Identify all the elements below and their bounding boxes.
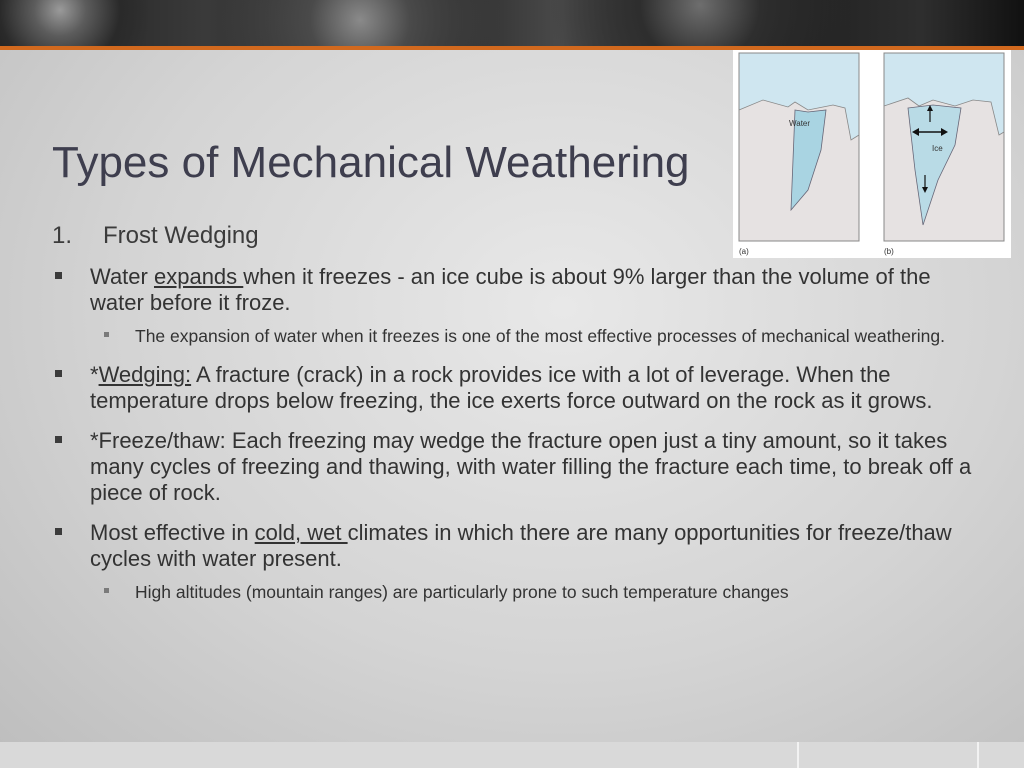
- item-number: 1.: [52, 222, 73, 249]
- figure-caption-a: (a): [739, 247, 749, 256]
- square-bullet-icon: [55, 528, 62, 535]
- bullet-text: climates in which there are many opportunities for freeze/thaw cycles with water present.: [90, 520, 952, 571]
- square-bullet-icon: [55, 272, 62, 279]
- bullet-item: [52, 264, 982, 316]
- sub-bullet-item: [52, 582, 982, 602]
- sub-bullet-item: [52, 326, 982, 346]
- bullet-item: [52, 520, 982, 572]
- bullet-text: *Freeze/thaw: Each freezing may wedge the fracture open just a tiny amount, so it takes many cycles of freezing and thawing, with water filling the fracture each time, to break off a piece of rock.: [90, 428, 972, 505]
- header-banner: [0, 0, 1024, 46]
- bullet-text: Most effective in: [90, 520, 255, 545]
- square-bullet-icon: [55, 370, 62, 377]
- bullet-text: when it freezes - an ice cube is about 9% larger than the volume of the water before it froze.: [90, 264, 931, 315]
- bullet-text: *: [90, 362, 99, 387]
- underlined-term: expands: [153, 264, 244, 289]
- footer-divider: [977, 742, 979, 768]
- bullet-text: Water: [90, 264, 154, 289]
- slide-title: Types of Mechanical Weathering: [52, 138, 690, 187]
- bullet-list: [52, 264, 982, 602]
- square-bullet-icon: [104, 332, 109, 337]
- underlined-term: cold, wet: [254, 520, 348, 545]
- footer-bar: [0, 742, 1024, 768]
- bullet-text: A fracture (crack) in a rock provides ice with a lot of leverage. When the temperature drops below freezing, the ice exerts force outward on the rock as it grows.: [90, 362, 933, 413]
- ice-label: Ice: [932, 144, 943, 153]
- slide-body: [52, 222, 982, 618]
- figure-caption-b: (b): [884, 247, 894, 256]
- numbered-heading: [52, 222, 982, 250]
- square-bullet-icon: [55, 436, 62, 443]
- underlined-term: Wedging:: [98, 362, 192, 387]
- bullet-item: [52, 362, 982, 414]
- bullet-text: High altitudes (mountain ranges) are particularly prone to such temperature changes: [135, 582, 789, 602]
- bullet-text: The expansion of water when it freezes is one of the most effective processes of mechanical weathering.: [135, 326, 945, 346]
- square-bullet-icon: [104, 588, 109, 593]
- item-text: Frost Wedging: [103, 222, 259, 249]
- bullet-item: [52, 428, 982, 506]
- footer-divider: [797, 742, 799, 768]
- water-label: Water: [789, 119, 811, 128]
